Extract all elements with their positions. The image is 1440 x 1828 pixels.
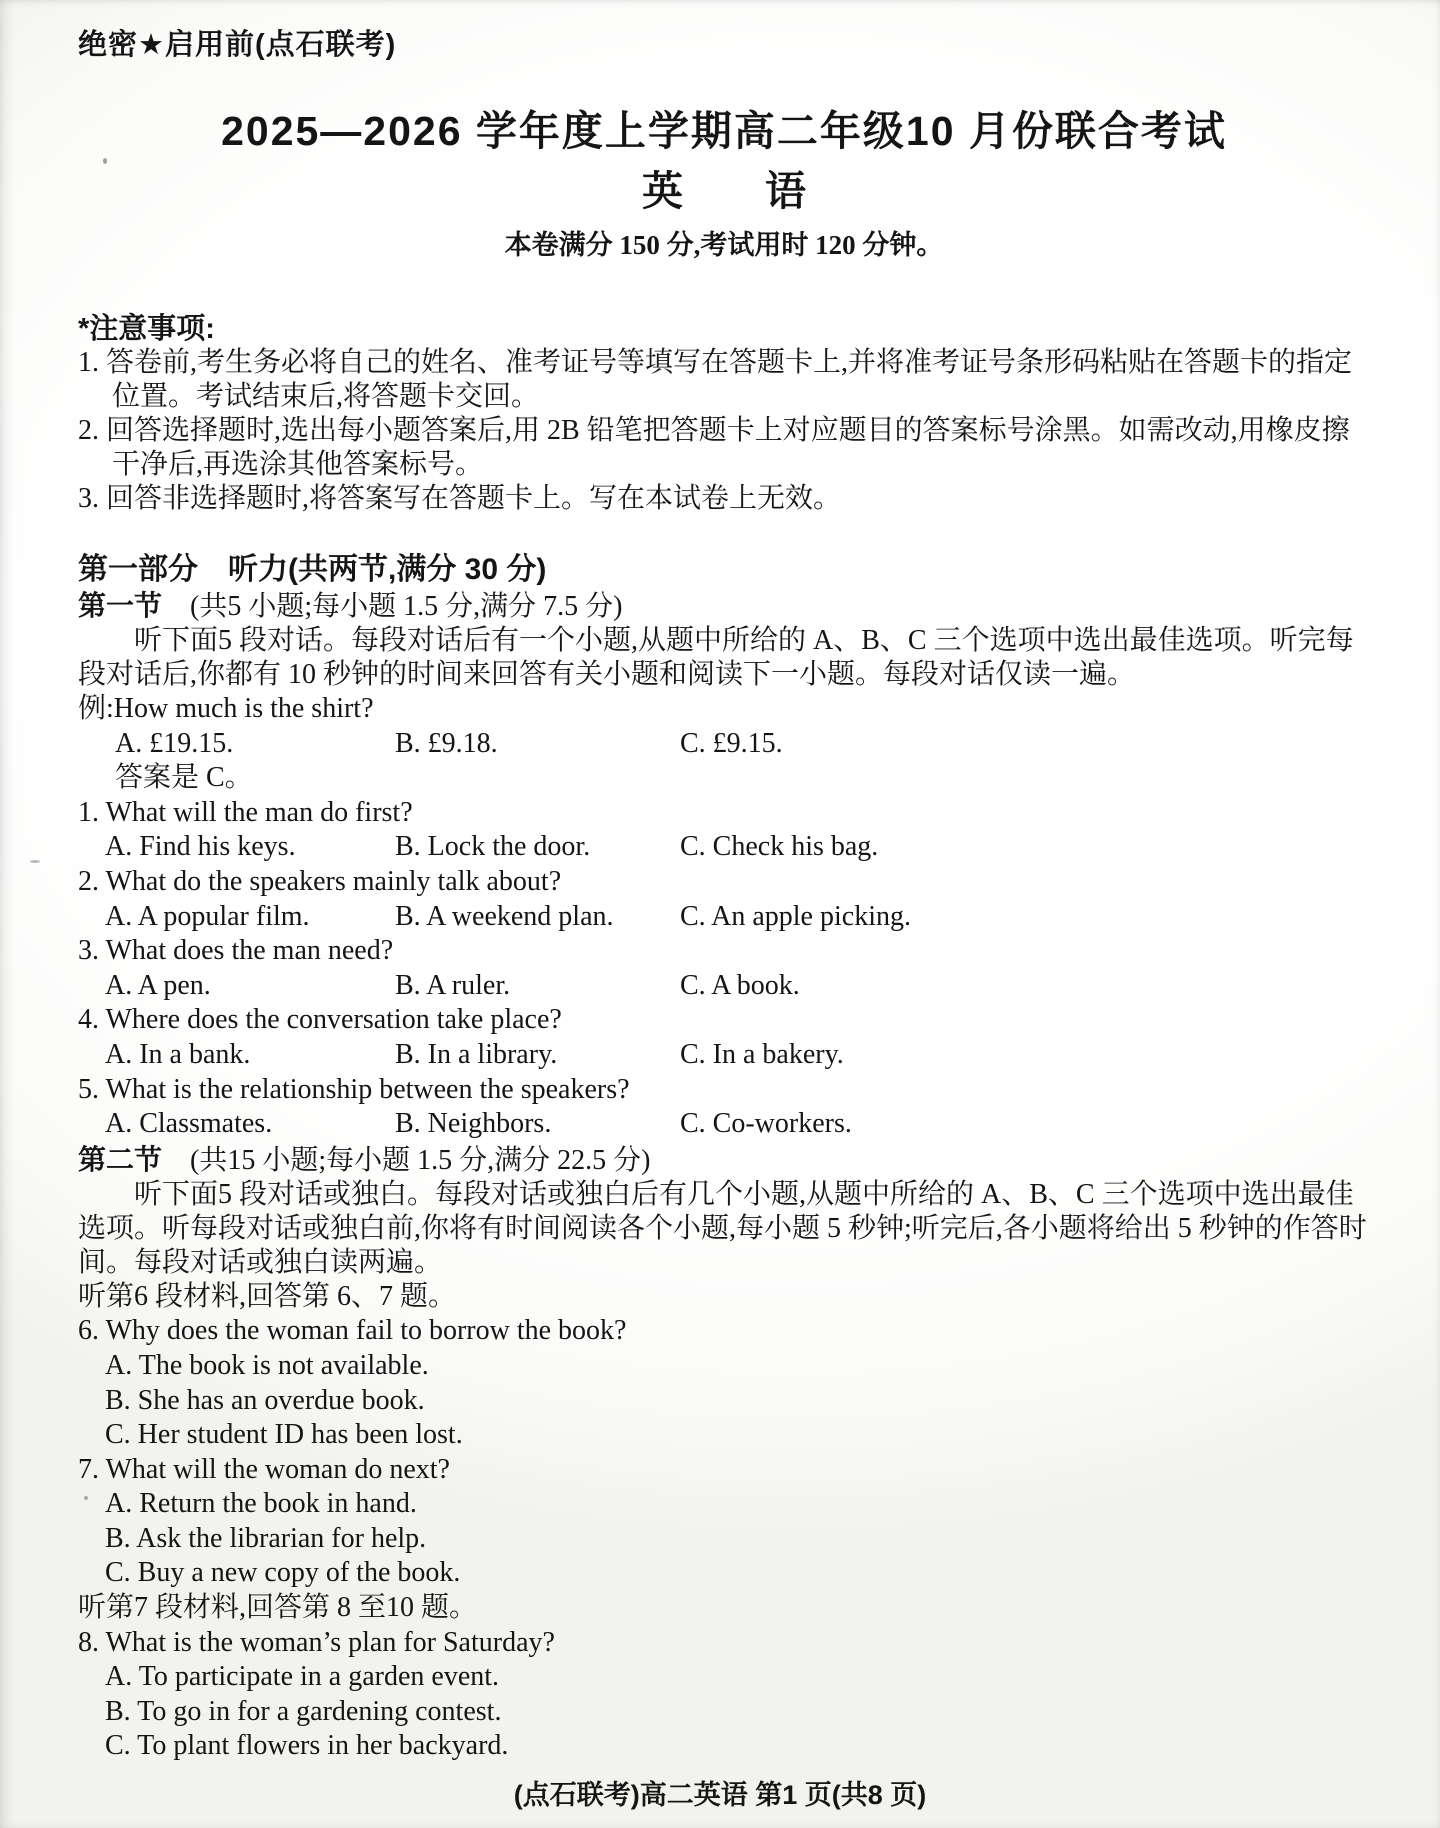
option-a: A. A popular film.	[105, 900, 310, 932]
notice-item-2: 2. 回答选择题时,选出每小题答案后,用 2B 铅笔把答题卡上对应题目的答案标号涂黑。如需改动,用橡皮擦干净后,再选涂其他答案标号。	[78, 415, 1350, 480]
option-c: C. A book.	[680, 969, 800, 1001]
section1-label: 第一节	[78, 590, 163, 621]
part1-heading: 第一部分 听力(共两节,满分 30 分)	[78, 553, 547, 586]
question-8-option-b: B. To go in for a gardening contest.	[105, 1695, 502, 1727]
example-question: 例:How much is the shirt?	[78, 693, 374, 724]
scan-artifact	[84, 1496, 88, 1500]
question-7-text: 7. What will the woman do next?	[78, 1453, 450, 1485]
question-8-option-c: C. To plant flowers in her backyard.	[105, 1730, 509, 1762]
option-c: C. An apple picking.	[680, 900, 911, 932]
question-4-text: 4. Where does the conversation take place?	[78, 1004, 562, 1036]
question-1-options	[78, 830, 1370, 865]
question-5-text: 5. What is the relationship between the speakers?	[78, 1073, 630, 1105]
material-6-7-line: 听第6 段材料,回答第 6、7 题。	[78, 1280, 457, 1312]
question-6-option-a: A. The book is not available.	[105, 1349, 429, 1381]
question-8-option-a: A. To participate in a garden event.	[105, 1661, 500, 1693]
question-4-options	[78, 1038, 1370, 1073]
section2-instructions: 听下面5 段对话或独白。每段对话或独白后有几个小题,从题中所给的 A、B、C 三个选项中选出最佳选项。听每段对话或独白前,你将有时间阅读各个小题,每小题 5 秒钟;听完后,各小题将给出 5 秒钟的作答时间。每段对话或独白读两遍。	[78, 1178, 1367, 1278]
section1-label-rest: (共5 小题;每小题 1.5 分,满分 7.5 分)	[162, 591, 623, 622]
question-5-options	[78, 1107, 1370, 1142]
question-2-options	[78, 900, 1370, 935]
security-label: 绝密★启用前(点石联考)	[78, 29, 397, 61]
example-answer: 答案是 C。	[115, 762, 253, 794]
section1-instructions: 听下面5 段对话。每段对话后有一个小题,从题中所给的 A、B、C 三个选项中选出最佳选项。听完每段对话后,你都有 10 秒钟的时间来回答有关小题和阅读下一小题。每段对话仅读一遍。	[78, 625, 1354, 690]
question-7-option-c: C. Buy a new copy of the book.	[105, 1557, 461, 1589]
option-c: C. Check his bag.	[680, 831, 879, 863]
question-3-text: 3. What does the man need?	[78, 935, 394, 967]
section2-label-rest: (共15 小题;每小题 1.5 分,满分 22.5 分)	[162, 1144, 651, 1176]
section1-heading	[78, 588, 1370, 624]
question-2-text: 2. What do the speakers mainly talk about?	[78, 865, 562, 897]
option-a: A. Classmates.	[105, 1108, 273, 1140]
question-7-option-a: A. Return the book in hand.	[105, 1488, 417, 1520]
notice-item-3: 3. 回答非选择题时,将答案写在答题卡上。写在本试卷上无效。	[78, 483, 842, 514]
scan-artifact	[30, 860, 40, 863]
question-6-text: 6. Why does the woman fail to borrow the book?	[78, 1315, 627, 1347]
option-a: A. A pen.	[105, 969, 211, 1001]
option-c: C. Co-workers.	[680, 1108, 852, 1140]
material-8-10-line: 听第7 段材料,回答第 8 至10 题。	[78, 1592, 478, 1624]
option-b: B. Lock the door.	[395, 831, 591, 863]
option-b: B. In a library.	[395, 1038, 558, 1070]
option-a: A. Find his keys.	[105, 831, 296, 863]
question-3-options	[78, 969, 1370, 1004]
option-c: C. In a bakery.	[680, 1038, 844, 1070]
example-options-row	[78, 727, 1370, 762]
question-6-option-b: B. She has an overdue book.	[105, 1384, 425, 1416]
question-8-text: 8. What is the woman’s plan for Saturday?	[78, 1626, 555, 1658]
section2-heading	[78, 1142, 1370, 1178]
option-b: B. Neighbors.	[395, 1108, 552, 1140]
option-b: B. A ruler.	[395, 969, 511, 1001]
exam-title: 2025—2026 学年度上学期高二年级10 月份联合考试	[221, 108, 1227, 154]
option-a: A. In a bank.	[105, 1038, 251, 1070]
question-7-option-b: B. Ask the librarian for help.	[105, 1522, 427, 1554]
question-6-option-c: C. Her student ID has been lost.	[105, 1419, 463, 1451]
example-option-b: B. £9.18.	[395, 727, 498, 759]
example-option-c: C. £9.15.	[680, 727, 783, 759]
exam-subject: 英 语	[642, 168, 806, 214]
footer-page-label: (点石联考)高二英语 第1 页(共8 页)	[513, 1780, 927, 1810]
example-option-a: A. £19.15.	[115, 727, 234, 759]
scan-artifact	[103, 158, 107, 164]
exam-info: 本卷满分 150 分,考试用时 120 分钟。	[504, 230, 944, 260]
question-1-text: 1. What will the man do first?	[78, 796, 413, 828]
notice-item-1: 1. 答卷前,考生务必将自己的姓名、准考证号等填写在答题卡上,并将准考证号条形码粘贴在答题卡的指定位置。考试结束后,将答题卡交回。	[78, 347, 1353, 412]
option-b: B. A weekend plan.	[395, 900, 614, 932]
section2-label: 第二节	[78, 1143, 163, 1175]
notice-heading: *注意事项:	[78, 313, 215, 345]
